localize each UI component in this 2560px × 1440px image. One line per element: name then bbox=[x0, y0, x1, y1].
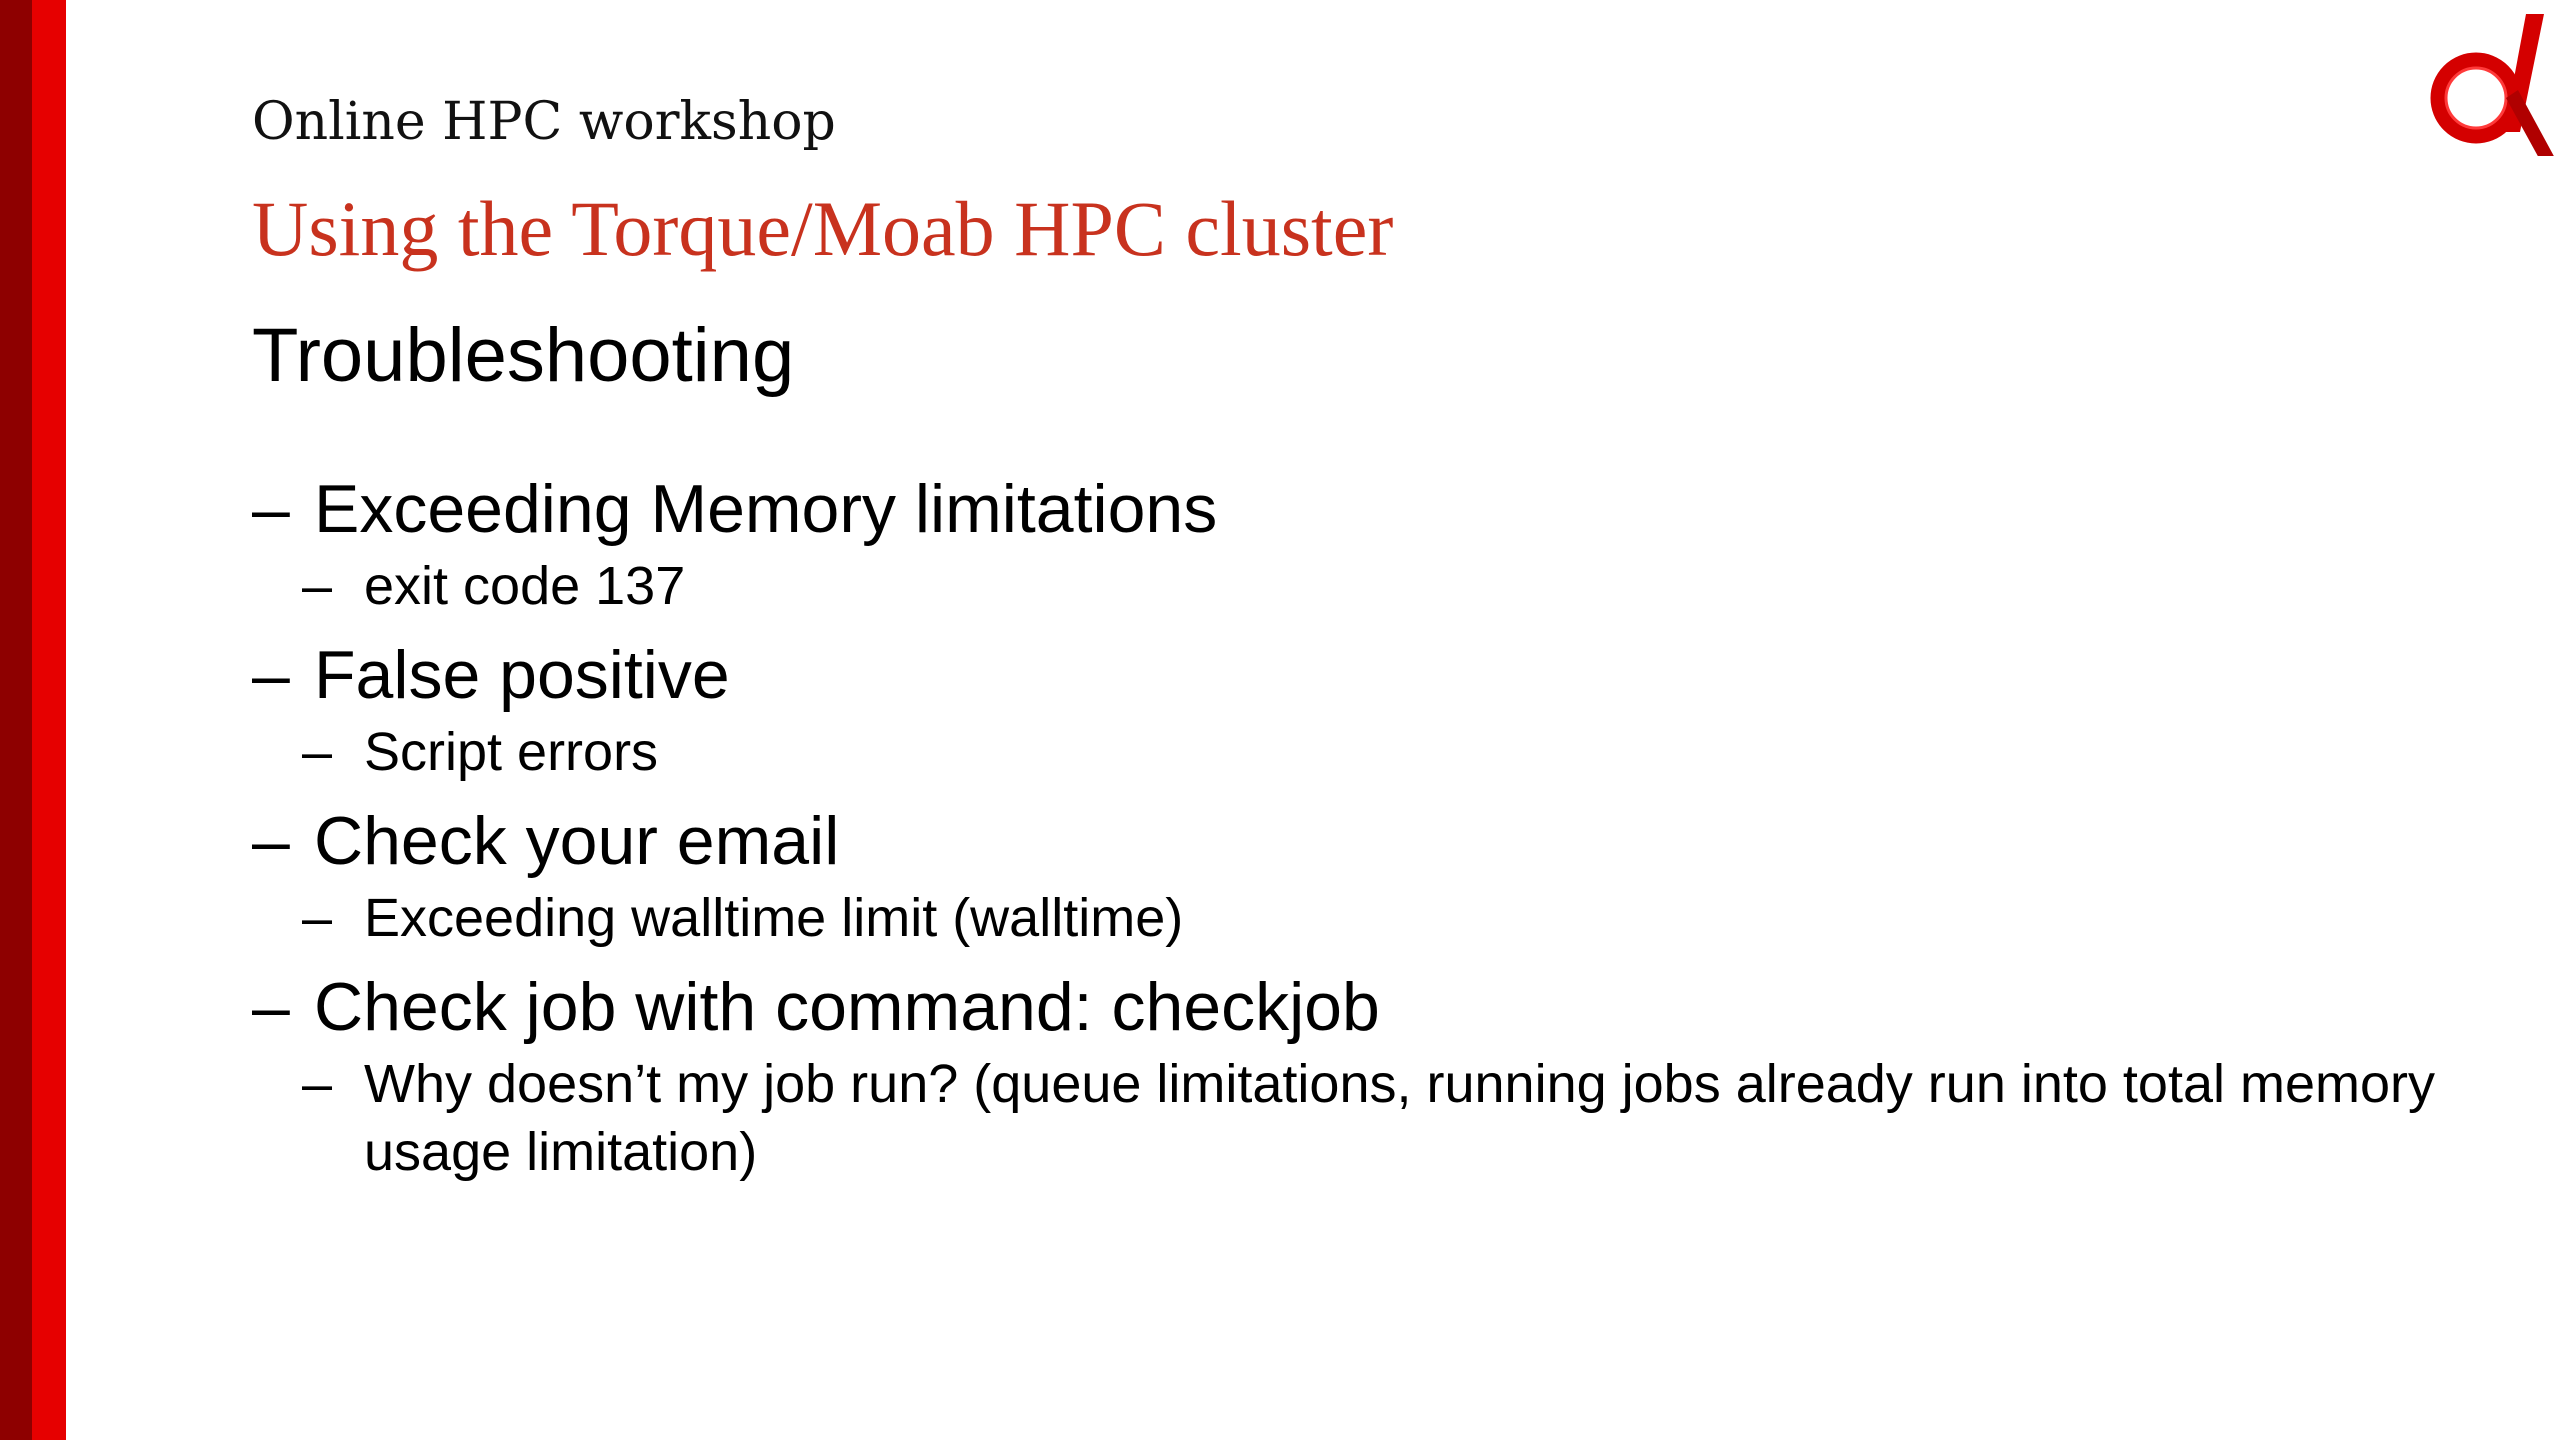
bullet-item bbox=[252, 466, 2482, 552]
bullet-item bbox=[252, 798, 2482, 884]
workshop-header: Online HPC workshop bbox=[252, 92, 836, 152]
bullet-text: Exceeding Memory limitations bbox=[314, 471, 1218, 547]
bullet-dash: – bbox=[252, 471, 290, 547]
sub-bullet-text: Script errors bbox=[364, 722, 659, 782]
bullet-list bbox=[252, 466, 2482, 1198]
left-bar-red bbox=[32, 0, 66, 1440]
bullet-item bbox=[252, 964, 2482, 1050]
bullet-item bbox=[252, 632, 2482, 718]
bullet-dash: – bbox=[252, 969, 290, 1045]
sub-bullet-item bbox=[252, 1050, 2482, 1186]
bullet-dash: – bbox=[252, 637, 290, 713]
left-bar-dark bbox=[0, 0, 32, 1440]
bullet-text: Check job with command: checkjob bbox=[314, 969, 1380, 1045]
bullet-text: False positive bbox=[314, 637, 730, 713]
alpha-logo-icon bbox=[2418, 14, 2560, 156]
sub-bullet-item bbox=[252, 718, 2482, 786]
slide-subtitle: Troubleshooting bbox=[252, 313, 795, 398]
sub-bullet-text: exit code 137 bbox=[364, 556, 686, 616]
sub-bullet-dash: – bbox=[302, 1054, 333, 1114]
bullet-dash: – bbox=[252, 803, 290, 879]
sub-bullet-dash: – bbox=[302, 556, 333, 616]
sub-bullet-item bbox=[252, 552, 2482, 620]
sub-bullet-item bbox=[252, 884, 2482, 952]
sub-bullet-text: Exceeding walltime limit (walltime) bbox=[364, 888, 1184, 948]
bullet-text: Check your email bbox=[314, 803, 840, 879]
sub-bullet-dash: – bbox=[302, 888, 333, 948]
slide-title: Using the Torque/Moab HPC cluster bbox=[252, 185, 1394, 272]
sub-bullet-dash: – bbox=[302, 722, 333, 782]
sub-bullet-text: Why doesn’t my job run? (queue limitations, running jobs already run into total memory usage limitation) bbox=[364, 1054, 2436, 1182]
